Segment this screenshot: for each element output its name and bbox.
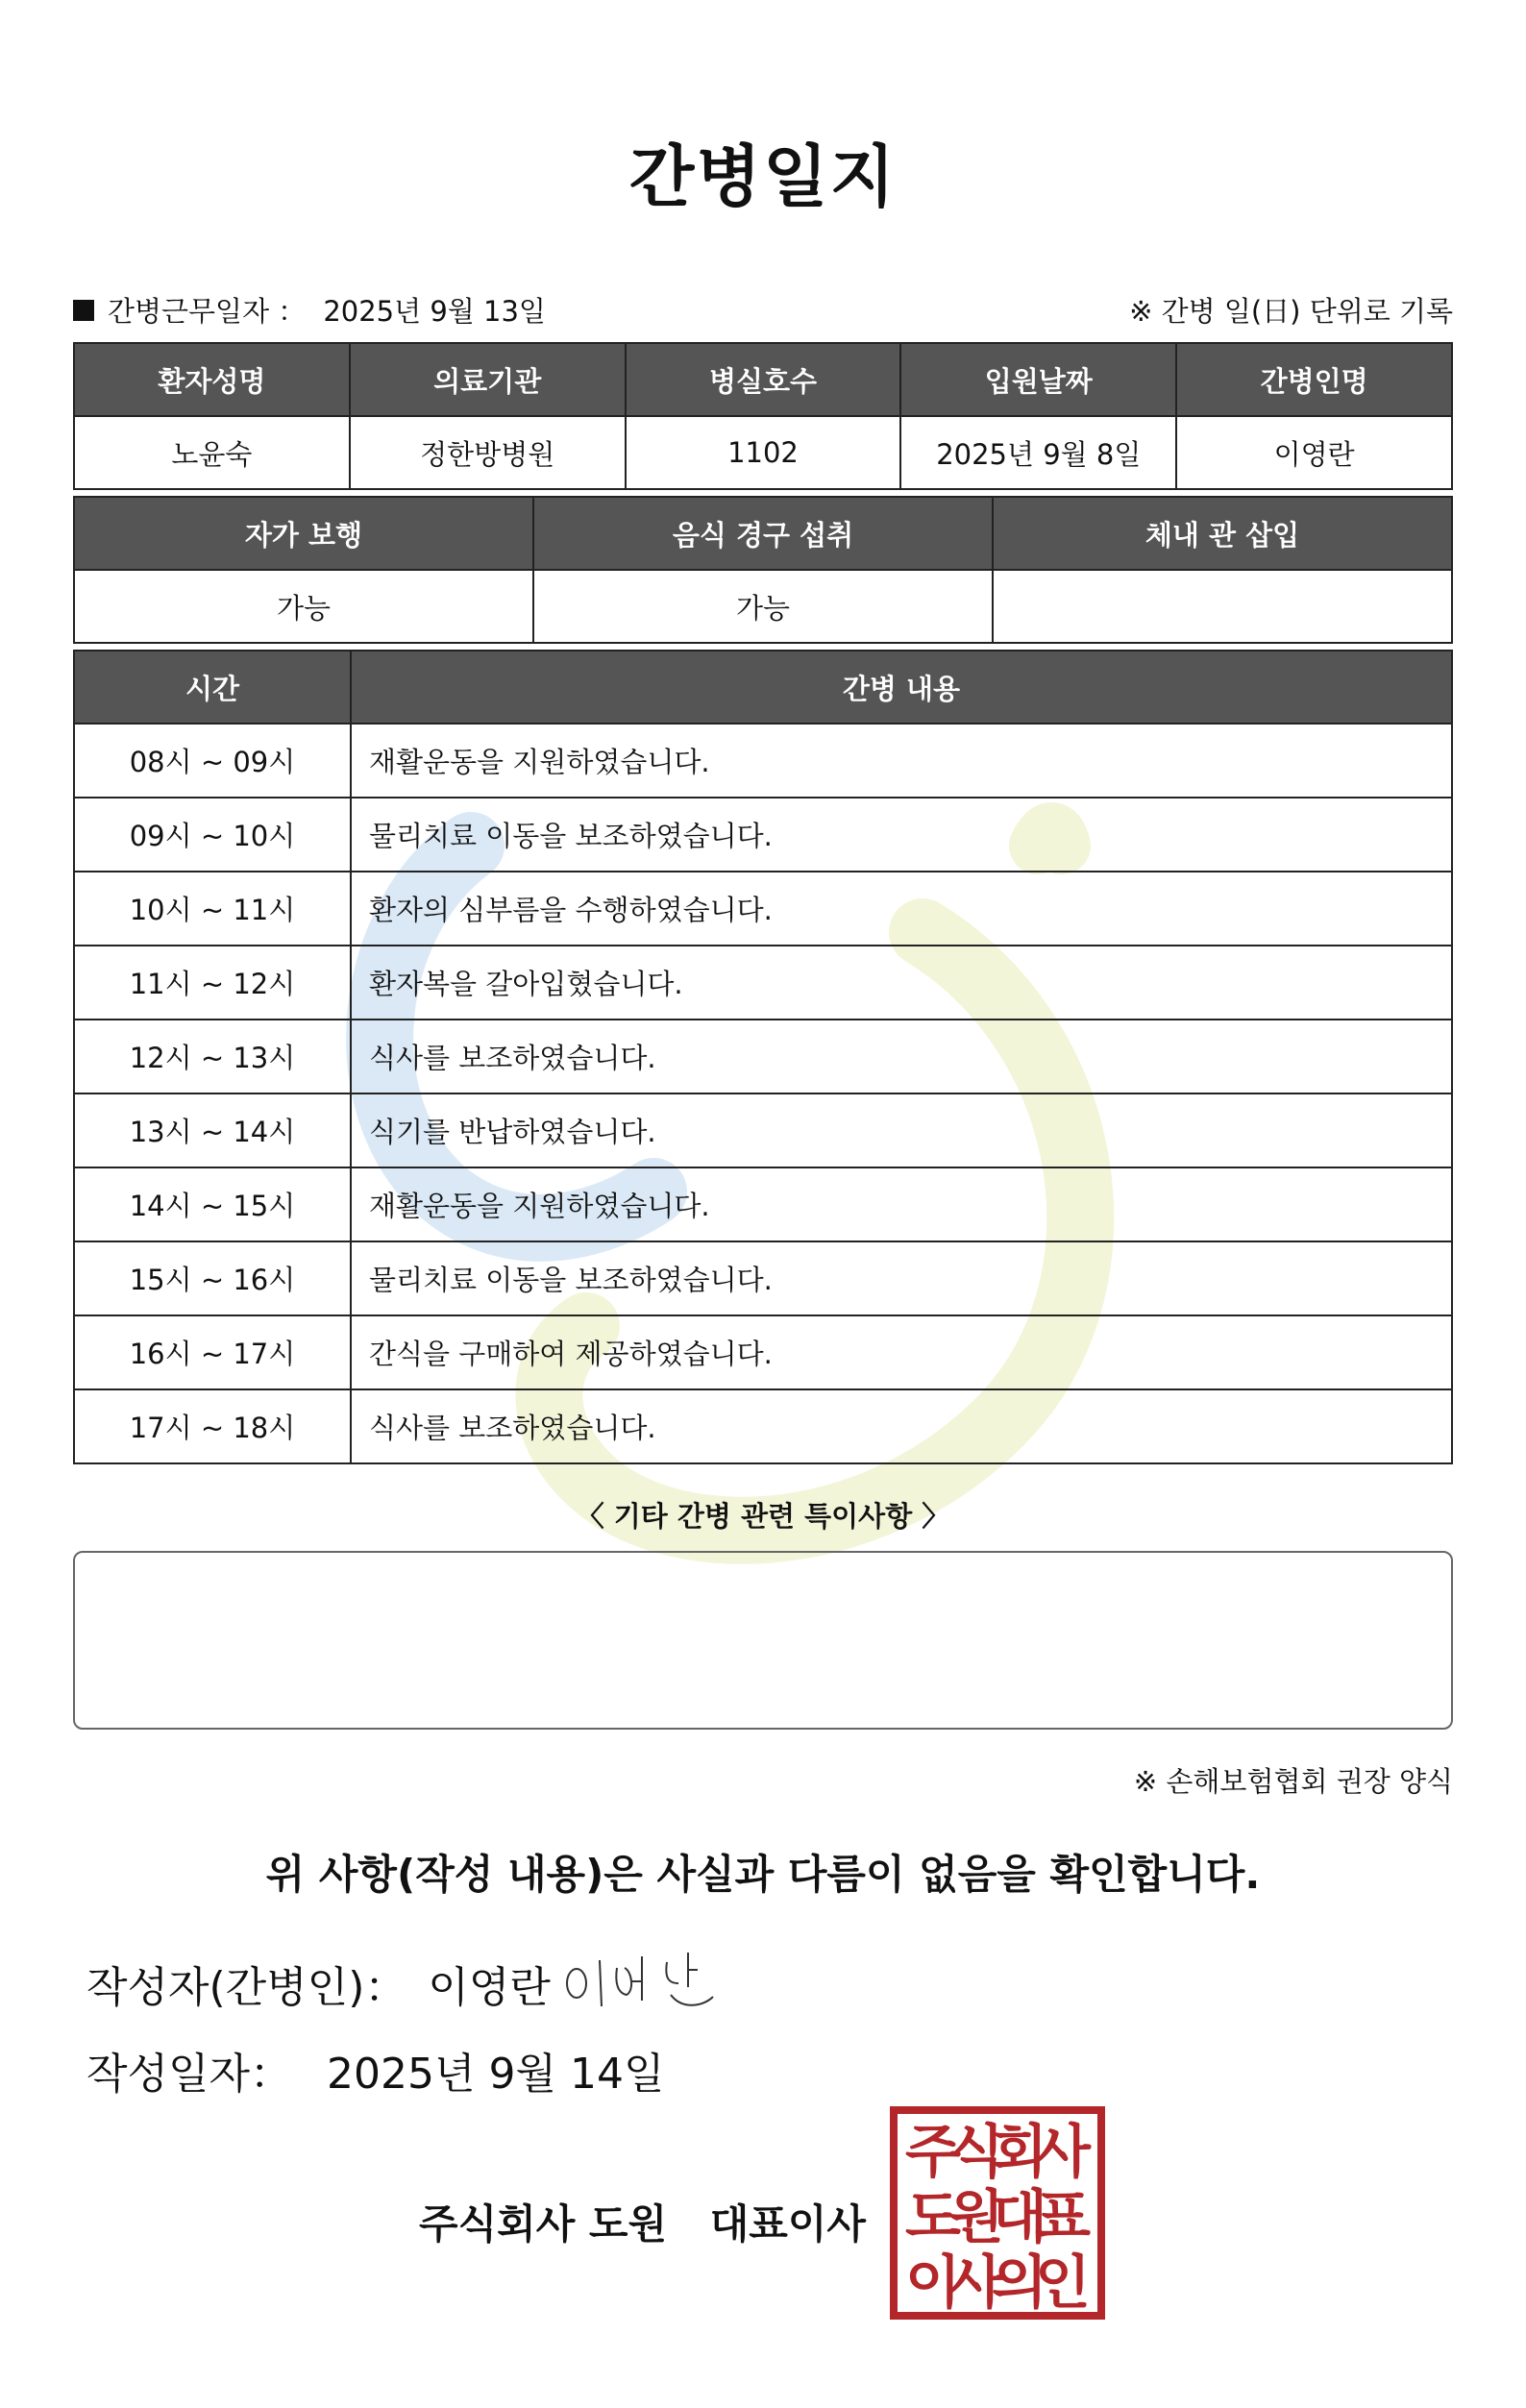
header-walking: 자가 보행 xyxy=(74,497,533,570)
log-time: 16시 ~ 17시 xyxy=(74,1315,351,1389)
header-oral-intake: 음식 경구 섭취 xyxy=(533,497,993,570)
header-time: 시간 xyxy=(74,651,351,724)
table-header-row xyxy=(74,651,1452,724)
log-time: 09시 ~ 10시 xyxy=(74,798,351,872)
unit-note: ※ 간병 일(日) 단위로 기록 xyxy=(1129,295,1453,328)
table-row xyxy=(74,872,1452,946)
header-care-content: 간병 내용 xyxy=(351,651,1452,724)
log-time: 14시 ~ 15시 xyxy=(74,1167,351,1241)
svg-text:식: 식 xyxy=(948,2119,1004,2186)
table-row xyxy=(74,1389,1452,1463)
write-date: 2025년 9월 14일 xyxy=(327,2050,665,2099)
table-row xyxy=(74,570,1452,643)
writer-line xyxy=(86,1953,551,2014)
log-time: 12시 ~ 13시 xyxy=(74,1020,351,1093)
hospital: 정한방병원 xyxy=(350,416,626,489)
write-date-line xyxy=(86,2039,664,2101)
table-row xyxy=(74,1167,1452,1241)
table-header-row xyxy=(74,343,1452,416)
log-content: 환자복을 갈아입혔습니다. xyxy=(351,946,1452,1020)
log-time: 13시 ~ 14시 xyxy=(74,1093,351,1167)
caregiver-name: 이영란 xyxy=(1176,416,1452,489)
remarks-title: 〈 기타 간병 관련 특이사항 〉 xyxy=(576,1500,950,1533)
table-row xyxy=(74,1093,1452,1167)
form-note: ※ 손해보험협회 권장 양식 xyxy=(1133,1765,1453,1798)
table-row xyxy=(74,724,1452,798)
care-log-table xyxy=(73,650,1453,1464)
header-room: 병실호수 xyxy=(626,343,901,416)
log-time: 15시 ~ 16시 xyxy=(74,1241,351,1315)
square-bullet-icon xyxy=(73,300,94,321)
log-content: 식사를 보조하였습니다. xyxy=(351,1020,1452,1093)
tube-status xyxy=(993,570,1452,643)
table-row xyxy=(74,1241,1452,1315)
log-content: 간식을 구매하여 제공하였습니다. xyxy=(351,1315,1452,1389)
svg-text:이: 이 xyxy=(905,2249,961,2317)
log-content: 재활운동을 지원하였습니다. xyxy=(351,724,1452,798)
svg-text:사: 사 xyxy=(948,2249,1004,2317)
write-date-label: 작성일자： xyxy=(86,2050,293,2099)
work-date: 2025년 9월 13일 xyxy=(323,295,546,328)
patient-table xyxy=(73,342,1453,490)
svg-text:주: 주 xyxy=(905,2119,961,2186)
svg-text:대: 대 xyxy=(992,2184,1047,2251)
handwritten-signature xyxy=(559,1943,742,2020)
table-row xyxy=(74,1315,1452,1389)
patient-name: 노윤숙 xyxy=(74,416,350,489)
log-time: 08시 ~ 09시 xyxy=(74,724,351,798)
svg-text:사: 사 xyxy=(1035,2119,1091,2186)
log-content: 환자의 심부름을 수행하였습니다. xyxy=(351,872,1452,946)
table-row xyxy=(74,416,1452,489)
svg-text:원: 원 xyxy=(948,2184,1004,2251)
page-title: 간병일지 xyxy=(628,137,898,216)
writer-name: 이영란 xyxy=(428,1963,551,2012)
company-seal-stamp xyxy=(890,2106,1105,2320)
svg-text:회: 회 xyxy=(992,2119,1047,2186)
table-row xyxy=(74,946,1452,1020)
confirmation-statement: 위 사항(작성 내용)은 사실과 다름이 없음을 확인합니다. xyxy=(265,1851,1261,1898)
oral-intake-status: 가능 xyxy=(533,570,993,643)
svg-text:도: 도 xyxy=(905,2184,961,2251)
log-content: 재활운동을 지원하였습니다. xyxy=(351,1167,1452,1241)
log-time: 17시 ~ 18시 xyxy=(74,1389,351,1463)
representative-title: 대표이사 xyxy=(709,2200,866,2248)
remarks-box xyxy=(73,1551,1453,1730)
log-content: 물리치료 이동을 보조하였습니다. xyxy=(351,798,1452,872)
svg-text:의: 의 xyxy=(992,2249,1047,2317)
table-row xyxy=(74,798,1452,872)
work-date-line xyxy=(73,290,546,330)
header-patient-name: 환자성명 xyxy=(74,343,350,416)
table-row xyxy=(74,1020,1452,1093)
header-tube: 체내 관 삽입 xyxy=(993,497,1452,570)
writer-label: 작성자(간병인)： xyxy=(86,1963,407,2012)
header-admission-date: 입원날짜 xyxy=(900,343,1176,416)
table-header-row xyxy=(74,497,1452,570)
company-name: 주식회사 도원 xyxy=(419,2200,668,2248)
room-number: 1102 xyxy=(626,416,901,489)
walking-status: 가능 xyxy=(74,570,533,643)
svg-text:표: 표 xyxy=(1035,2184,1091,2251)
svg-text:인: 인 xyxy=(1035,2249,1091,2317)
log-content: 식사를 보조하였습니다. xyxy=(351,1389,1452,1463)
log-time: 11시 ~ 12시 xyxy=(74,946,351,1020)
status-table xyxy=(73,496,1453,644)
header-caregiver: 간병인명 xyxy=(1176,343,1452,416)
header-hospital: 의료기관 xyxy=(350,343,626,416)
log-content: 물리치료 이동을 보조하였습니다. xyxy=(351,1241,1452,1315)
work-date-label: 간병근무일자 ： xyxy=(108,295,307,328)
admission-date: 2025년 9월 8일 xyxy=(900,416,1176,489)
company-line xyxy=(419,2193,866,2250)
log-time: 10시 ~ 11시 xyxy=(74,872,351,946)
log-content: 식기를 반납하였습니다. xyxy=(351,1093,1452,1167)
